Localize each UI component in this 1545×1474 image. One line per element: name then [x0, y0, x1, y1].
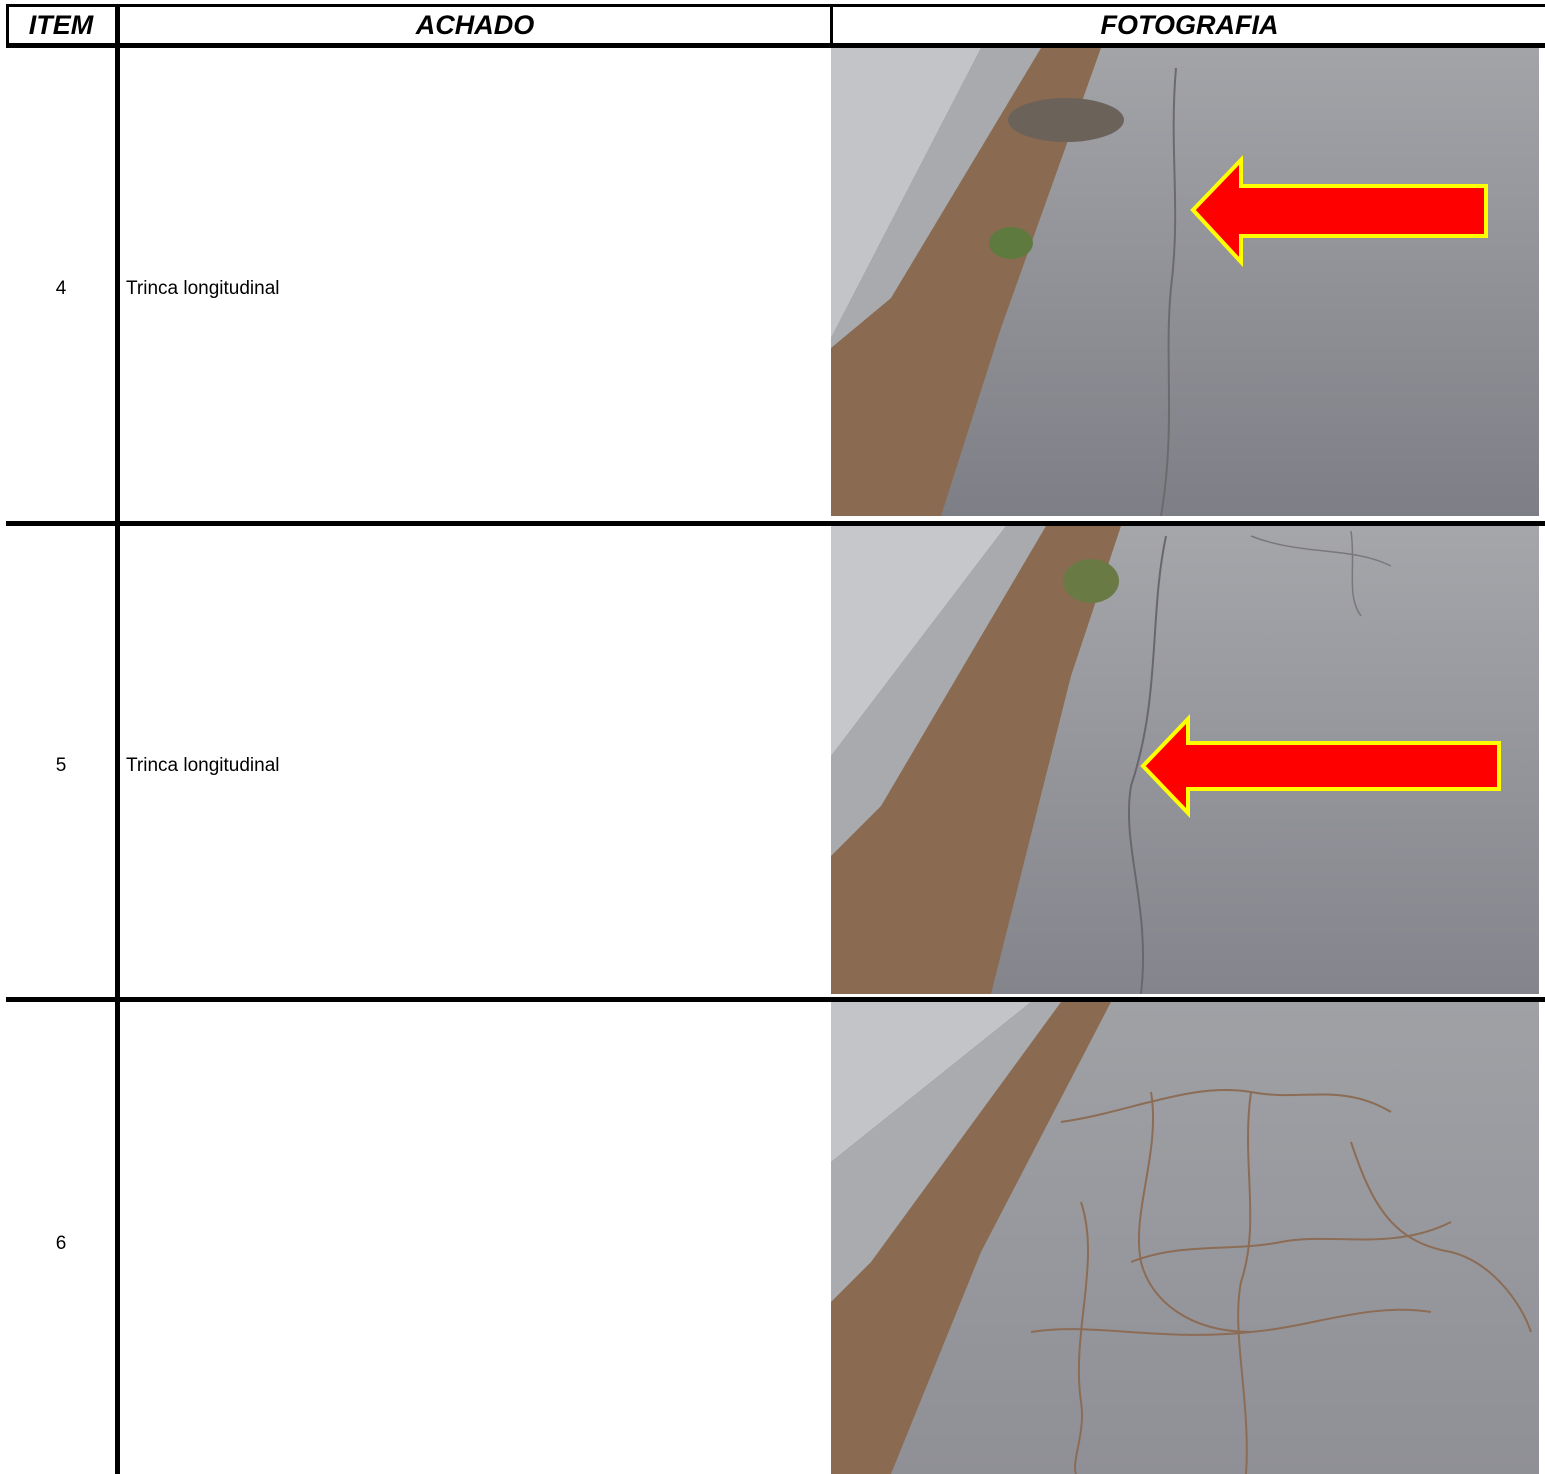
column-divider — [830, 4, 833, 46]
pavement-crack-network-photo — [831, 1002, 1539, 1474]
row-item-number: 4 — [55, 278, 67, 299]
row-item-number: 5 — [55, 755, 67, 776]
pavement-crack-photo — [831, 526, 1539, 994]
row-item-number: 6 — [55, 1233, 67, 1254]
row-achado-text: Trinca longitudinal — [126, 755, 280, 776]
manhole-cover — [1008, 98, 1124, 142]
header-achado: ACHADO — [415, 9, 535, 40]
top-border — [6, 4, 1545, 7]
left-border — [6, 4, 9, 44]
row-achado-text: Trinca longitudinal — [126, 278, 280, 299]
header-item: ITEM — [28, 9, 94, 40]
header-fotografia: FOTOGRAFIA — [1100, 9, 1279, 40]
pavement-crack-photo — [831, 48, 1539, 516]
